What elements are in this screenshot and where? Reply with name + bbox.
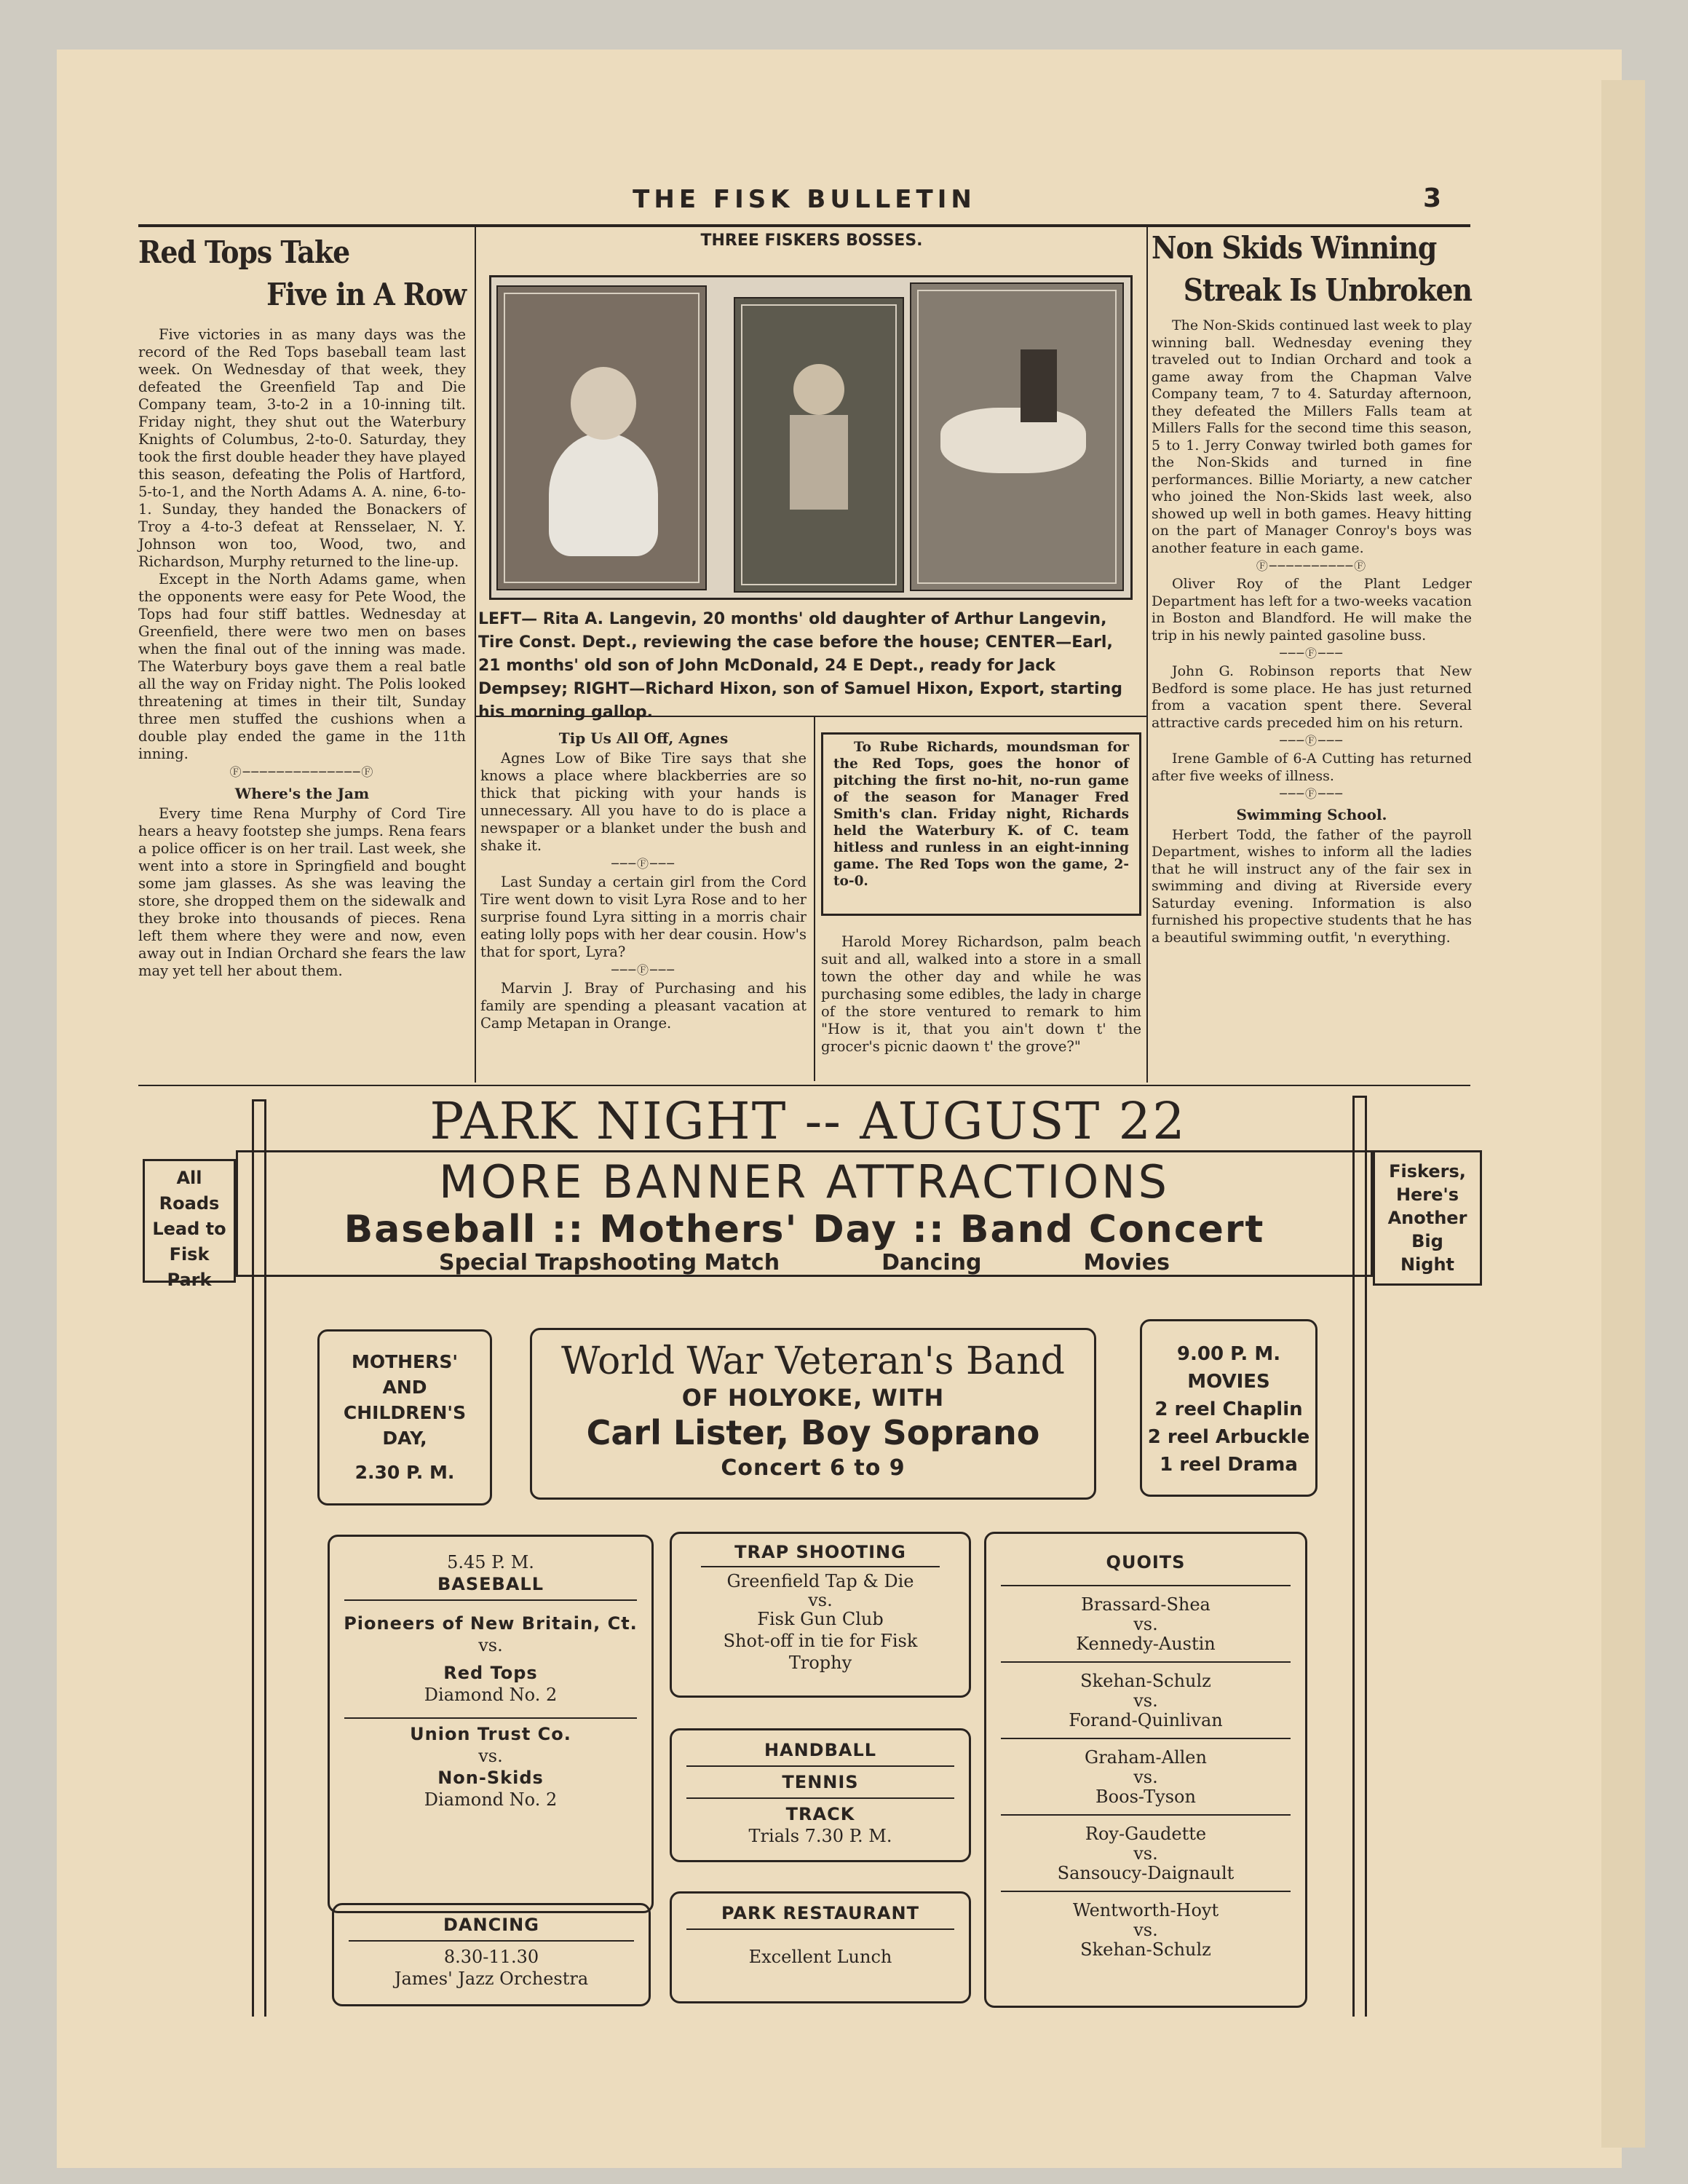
banner-line: Baseball :: Mothers' Day :: Band Concert	[344, 1208, 1265, 1251]
ornament-divider: ───Ⓕ───	[1280, 787, 1344, 801]
column-rule	[475, 227, 476, 1083]
article-red-tops	[138, 232, 466, 980]
band-box	[530, 1328, 1096, 1500]
box-line: Excellent Lunch	[748, 1947, 892, 1967]
banner-sub-item: Special Trapshooting Match	[439, 1250, 780, 1275]
headline: Red Tops Take	[138, 234, 350, 270]
paragraph: Every time Rena Murphy of Cord Tire hears a heavy footstep she jumps. Rena fears a police officer is on her trail. Last week, she went into a store in Springfield and bought some jam glasses. As she was leaving the store, she dropped them on the sidewalk and they broke into thousands of pieces. Rena left them where they were and now, even away out in Indian Orchard she fears the law may yet tell her about them.	[138, 805, 466, 979]
paper-edge	[1601, 80, 1645, 2148]
box-line: AND	[382, 1377, 427, 1398]
vs-label: vs.	[1133, 1767, 1158, 1787]
quoits-match	[986, 1671, 1305, 1730]
box-line: MOTHERS'	[351, 1351, 459, 1372]
box-line: 2.30 P. M.	[354, 1462, 455, 1483]
article-harold	[821, 933, 1141, 1056]
box-title: DANCING	[443, 1915, 539, 1935]
box-line: Diamond No. 2	[424, 1789, 558, 1810]
banner	[236, 1150, 1373, 1277]
box-line: 8.30-11.30	[443, 1947, 539, 1967]
quoits-match	[986, 1901, 1305, 1960]
masthead	[138, 181, 1470, 227]
sign-line: Another	[1387, 1208, 1467, 1228]
photo-center	[734, 297, 904, 593]
box-line: CHILDREN'S	[343, 1402, 467, 1423]
box-line: vs.	[478, 1635, 503, 1655]
trap-shooting-box	[670, 1532, 971, 1698]
team-name: Roy-Gaudette	[1085, 1824, 1207, 1844]
box-title: TRAP SHOOTING	[734, 1542, 906, 1562]
box-title: BASEBALL	[437, 1574, 544, 1594]
box-line: Shot-off in tie for Fisk	[723, 1631, 918, 1651]
team-name: Graham-Allen	[1085, 1747, 1207, 1768]
paragraph: John G. Robinson reports that New Bedford is some place. He has just returned from a vacation spent there. Several attractive cards preceded him on his return.	[1152, 663, 1472, 731]
paragraph: Harold Morey Richardson, palm beach suit and all, walked into a store in a small town the other day and while he was purchasing some edibles, the lady in charge of the store ventured to remark to him "How is it, that you ain't down t' the grocer's picnic daown t' the grove?"	[821, 933, 1141, 1055]
sports-box	[670, 1728, 971, 1862]
dancing-box	[332, 1903, 651, 2006]
sign-line: Big	[1411, 1231, 1443, 1251]
right-sign	[1373, 1150, 1482, 1286]
box-line: vs.	[808, 1590, 833, 1610]
paragraph: To Rube Richards, moundsman for the Red Tops, goes the honor of pitching the first no-hit, no-run game of the season for Manager Fred Smith's clan. Friday night, Richards held the Waterbury K. of C. team hitless and runless in an eight-inning game. The Red Tops won the game, 2-to-0.	[833, 740, 1129, 889]
separator	[1001, 1891, 1291, 1892]
mothers-day-box	[317, 1329, 492, 1506]
left-sign	[143, 1159, 236, 1290]
banner-sub-item: Movies	[1083, 1250, 1170, 1275]
band-title: World War Veteran's Band	[561, 1340, 1065, 1383]
sign-line: Fiskers,	[1389, 1161, 1466, 1182]
band-time: Concert 6 to 9	[721, 1455, 906, 1481]
paragraph: Except in the North Adams game, when the opponents were easy for Pete Wood, the Tops had four stiff battles. Wednesday at Greenfield, there were two men on bases when the final out of the inning was made. The Waterbury boys gave them a real batle all the way on Friday night. The Polis looked threatening at times in their tilt, Sunday three men stuffed the cushions when a double play ended the game in the 11th inning.	[138, 571, 466, 762]
box-line: Union Trust Co.	[410, 1724, 571, 1744]
box-line: Non-Skids	[437, 1768, 544, 1788]
box-line: DAY,	[382, 1428, 427, 1449]
column-rule	[814, 717, 815, 1081]
ornament-divider: ───Ⓕ───	[611, 963, 675, 977]
vs-label: vs.	[1133, 1690, 1158, 1711]
vs-label: vs.	[1133, 1843, 1158, 1864]
team-name: Skehan-Schulz	[1080, 1939, 1211, 1960]
paragraph: Five victories in as many days was the record of the Red Tops baseball team last week. On Wednesday of that week, they defeated the Greenfield Tap and Die Company team, 3-to-2 in a 10-inning tilt. Friday night, they shut out the Waterbury Knights of Columbus, 2-to-0. Saturday, they took the first double header they have played this season, defeating the Polis of Hartford, 5-to-1, and the North Adams A. A. nine, 6-to-1. Sunday, they handed the Bonackers of Troy a 4-to-3 defeat at Rensselaer, N. Y. Johnson won too, Wood, two, and Richardson, Murphy returned to the line-up.	[138, 326, 466, 570]
box-line: 2 reel Arbuckle	[1147, 1426, 1310, 1448]
banner-sub	[238, 1251, 1371, 1275]
article-non-skids	[1152, 227, 1472, 946]
photo-right	[910, 282, 1124, 591]
baseball-box	[328, 1535, 654, 1913]
headline: Streak Is Unbroken	[1183, 272, 1472, 308]
band-soloist: Carl Lister, Boy Soprano	[586, 1413, 1040, 1452]
box-line: Fisk Gun Club	[757, 1609, 884, 1629]
ornament-divider: ───Ⓕ───	[611, 857, 675, 871]
quoits-match	[986, 1595, 1305, 1654]
headline: Non Skids Winning	[1152, 230, 1437, 266]
page-number: 3	[1422, 183, 1441, 213]
banner-title: MORE BANNER ATTRACTIONS	[438, 1155, 1170, 1208]
box-line: MOVIES	[1187, 1371, 1270, 1393]
team-name: Boos-Tyson	[1095, 1787, 1196, 1807]
column-rule	[1146, 227, 1148, 1083]
box-title: PARK RESTAURANT	[721, 1903, 919, 1923]
box-line: Trials 7.30 P. M.	[748, 1826, 892, 1846]
paragraph: Marvin J. Bray of Purchasing and his family are spending a pleasant vacation at Camp Metapan in Orange.	[480, 980, 807, 1032]
team-name: Wentworth-Hoyt	[1072, 1900, 1219, 1920]
paragraph: Last Sunday a certain girl from the Cord Tire went down to visit Lyra Rose and to her surprise found Lyra sitting in a morris chair eating lolly pops with her dear cousin. How's that for sport, Lyra?	[480, 874, 807, 960]
box-line: James' Jazz Orchestra	[394, 1969, 589, 1989]
separator	[1001, 1738, 1291, 1739]
quoits-match	[986, 1748, 1305, 1807]
quoits-match	[986, 1824, 1305, 1883]
team-name: Skehan-Schulz	[1080, 1671, 1211, 1691]
box-title: QUOITS	[1106, 1552, 1186, 1572]
paragraph: Agnes Low of Bike Tire says that she knows a place where blackberries are so thick that picking with your hands is unnecessary. All you have to do is place a newspaper or a blanket under the bush and shake it.	[480, 750, 807, 854]
team-name: Forand-Quinlivan	[1069, 1710, 1223, 1730]
box-line: 9.00 P. M.	[1176, 1343, 1281, 1365]
subhead: Tip Us All Off, Agnes	[558, 729, 729, 747]
restaurant-box	[670, 1891, 971, 2003]
movies-box	[1140, 1319, 1317, 1497]
ornament-divider: Ⓕ──────────Ⓕ	[1256, 559, 1368, 573]
quoits-list	[986, 1595, 1305, 1960]
subhead: Swimming School.	[1236, 806, 1387, 823]
quoits-box	[984, 1532, 1307, 2008]
sign-line: Park	[167, 1270, 212, 1290]
paragraph: Irene Gamble of 6-A Cutting has returned after five weeks of illness.	[1152, 751, 1472, 784]
photo-title: THREE FISKERS BOSSES.	[700, 232, 923, 250]
banner-sub-item: Dancing	[881, 1250, 982, 1275]
box-title: HANDBALL	[764, 1740, 877, 1760]
box-title: TRACK	[785, 1804, 855, 1824]
ornament-divider: Ⓕ──────────────Ⓕ	[229, 765, 375, 779]
box-line: Greenfield Tap & Die	[726, 1571, 914, 1591]
boxed-item	[821, 732, 1141, 916]
photo-caption: LEFT— Rita A. Langevin, 20 months' old daughter of Arthur Langevin, Tire Const. Dept., reviewing the case before the house; CENTER—Earl, 21 months' old son of John McDonald, 24 E Dept., ready for Jack Dempsey; RIGHT—Richard Hixon, son of Samuel Hixon, Export, starting his morning gallop.	[478, 610, 1122, 721]
box-line: vs.	[478, 1746, 503, 1766]
box-line: 2 reel Chaplin	[1154, 1398, 1303, 1420]
subhead: Where's the Jam	[234, 785, 370, 802]
team-name: Brassard-Shea	[1081, 1594, 1210, 1615]
box-line: Diamond No. 2	[424, 1685, 558, 1705]
photo-feature	[484, 232, 1139, 250]
article-agnes	[480, 727, 807, 1032]
sign-line: Night	[1400, 1254, 1455, 1275]
ornament-divider: ───Ⓕ───	[1280, 646, 1344, 660]
box-line: Trophy	[788, 1653, 852, 1673]
team-name: Kennedy-Austin	[1076, 1634, 1216, 1654]
section-rule	[138, 1085, 1470, 1086]
ornament-divider: ───Ⓕ───	[1280, 734, 1344, 748]
band-sub: OF HOLYOKE, WITH	[681, 1384, 945, 1412]
paragraph: The Non-Skids continued last week to play winning ball. Wednesday evening they traveled out to Indian Orchard and took a game away from the Chapman Valve Company team, 7 to 4. Saturday afternoon, they defeated the Millers Falls team at Millers Falls for the second time this season, 5 to 1. Jerry Conway twirled both games for the Non-Skids and turned in fine performances. Billie Moriarty, a new catcher who joined the Non-Skids last week, also showed up well in both games. Heavy hitting on the part of Manager Conroy's boys was another feature in each game.	[1152, 317, 1472, 556]
vs-label: vs.	[1133, 1920, 1158, 1940]
sign-line: Here's	[1395, 1184, 1459, 1205]
box-line: Red Tops	[443, 1663, 538, 1683]
box-line: 5.45 P. M.	[447, 1552, 534, 1572]
box-line: 1 reel Drama	[1160, 1454, 1298, 1476]
headline: Five in A Row	[266, 277, 466, 312]
paragraph: Herbert Todd, the father of the payroll Department, wishes to inform all the ladies that he will instruct any of the fair sex in swimming and diving at Riverside every Saturday evening. Information is also furnished his propective students that he has a beautiful swimming outfit, 'n everything.	[1152, 826, 1472, 946]
separator	[1001, 1814, 1291, 1816]
box-title: TENNIS	[782, 1772, 859, 1792]
sign-line: Fisk	[169, 1244, 210, 1265]
team-name: Sansoucy-Daignault	[1057, 1863, 1235, 1883]
sign-line: Lead to	[152, 1219, 226, 1239]
sign-line: All Roads	[159, 1168, 220, 1214]
masthead-title: THE FISK BULLETIN	[633, 185, 976, 214]
box-line: Pioneers of New Britain, Ct.	[344, 1613, 638, 1634]
photo-left	[496, 285, 707, 590]
separator	[1001, 1661, 1291, 1663]
vs-label: vs.	[1133, 1614, 1158, 1634]
paragraph: Oliver Roy of the Plant Ledger Department has left for a two-weeks vacation in Boston and Blandford. He will make the trip in his newly painted gasoline buss.	[1152, 576, 1472, 644]
ad-headline: PARK NIGHT -- AUGUST 22	[429, 1091, 1186, 1151]
